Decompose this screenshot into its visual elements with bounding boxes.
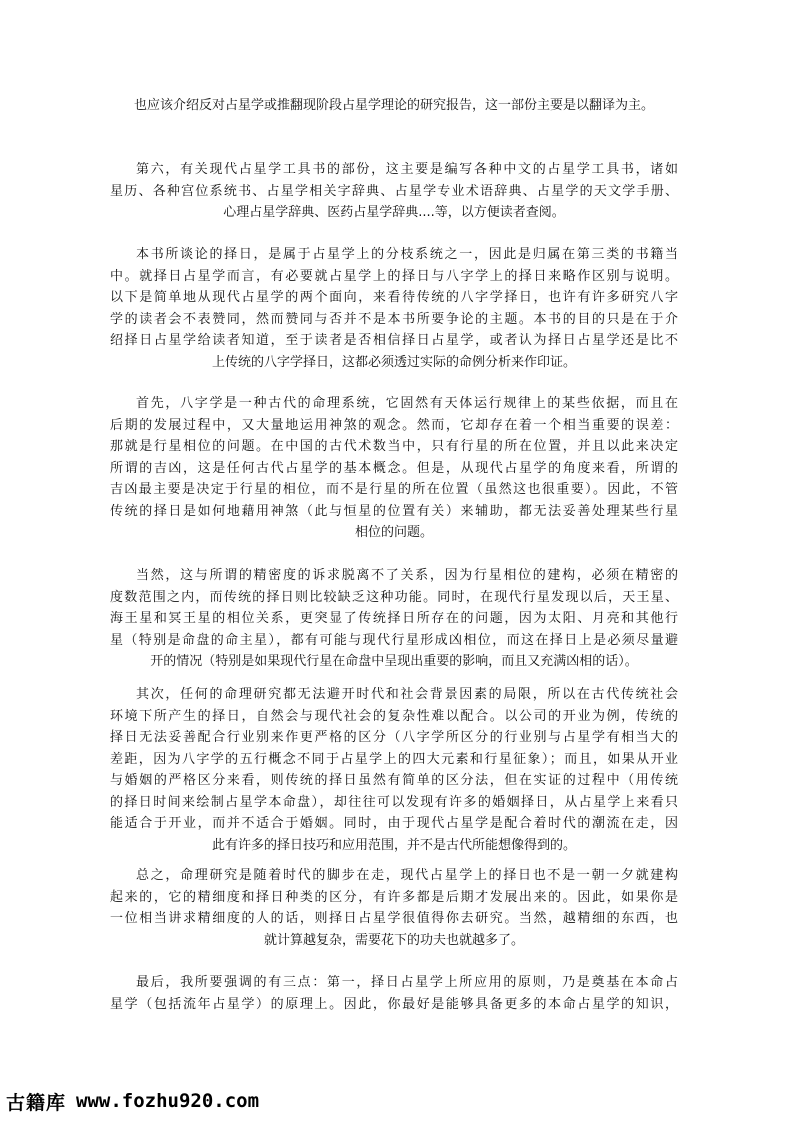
paragraph-2 [110, 159, 678, 224]
paragraph-line: 海王星和冥王星的相位关系，更突显了传统择日所存在的问题，因为太阳、月亮和其他行 [110, 611, 678, 626]
paragraph-line: 第六，有关现代占星学工具书的部份，这主要是编写各种中文的占星学工具书，诸如 [136, 162, 678, 177]
paragraph-line: 传统的择日是如何地藉用神煞（此与恒星的位置有关）来辅助，都无法妥善处理某些行星 [110, 503, 678, 519]
paragraph-line: 此有许多的择日技巧和应用范围，并不是古代所能想像得到的。 [211, 837, 576, 853]
paragraph-line: 中。就择日占星学而言，有必要就占星学上的择日与八字学上的择日来略作区别与说明。 [110, 268, 678, 284]
paragraph-line: 绍择日占星学给读者知道，至于读者是否相信择日占星学，或者认为择日占星学还是比不 [110, 333, 678, 348]
paragraph-line: 学的读者会不表赞同，然而赞同与否并不是本书所要争论的主题。本书的目的只是在于介 [110, 311, 678, 327]
footer-url: www.fozhu920.com [76, 1090, 260, 1112]
paragraph-line: 所谓的吉凶，这是任何古代占星学的基本概念。但是，从现代占星学的角度来看，所谓的 [110, 460, 678, 476]
paragraph-line: 首先，八字学是一种古代的命理系统，它固然有天体运行规律上的某些依据，而且在 [136, 396, 678, 411]
paragraph-line: 心理占星学辞典、医药占星学辞典....等，以方便读者查阅。 [223, 205, 565, 220]
paragraph-7 [110, 865, 678, 951]
paragraph-line: 就计算越复杂，需要花下的功夫也就越多了。 [263, 932, 524, 948]
paragraph-line: 择日无法妥善配合行业别来作更严格的区分（八字学所区分的行业别与占星学有相当大的 [110, 730, 678, 745]
paragraph-line: 上传统的八字学择日，这都必须透过实际的命例分析来作印证。 [211, 354, 576, 370]
paragraph-line: 星历、各种宫位系统书、占星学相关字辞典、占星学专业术语辞典、占星学的天文学手册、 [110, 183, 678, 199]
paragraph-line: 的择日时间来绘制占星学本命盘），却往往可以发现有许多的婚姻择日，从占星学上来看只 [110, 794, 678, 810]
paragraph-5 [110, 565, 678, 673]
footer-watermark [6, 1086, 259, 1116]
paragraph-line: 与婚姻的严格区分来看，则传统的择日虽然有简单的区分法，但在实证的过程中（用传统 [110, 773, 678, 788]
paragraph-line: 星（特别是命盘的命主星），都有可能与现代行星形成凶相位，而这在择日上是必须尽量避 [110, 632, 678, 648]
paragraph-line: 度数范围之内，而传统的择日则比较缺乏这种功能。同时，在现代行星发现以后，天王星、 [110, 589, 678, 605]
paragraph-3 [110, 244, 678, 373]
paragraph-line: 开的情况（特别是如果现代行星在命盘中呈现出重要的影响，而且又充满凶相的话）。 [150, 654, 638, 669]
paragraph-line: 星学（包括流年占星学）的原理上。因此，你最好是能够具备更多的本命占星学的知识， [110, 996, 678, 1012]
paragraph-4 [110, 393, 678, 544]
paragraph-line: 相位的问题。 [354, 525, 433, 540]
paragraph-line: 当然，这与所谓的精密度的诉求脱离不了关系，因为行星相位的建构，必须在精密的 [136, 568, 678, 583]
paragraph-1 [110, 95, 678, 117]
paragraph-line: 最后，我所要强调的有三点：第一，择日占星学上所应用的原则，乃是奠基在本命占 [136, 975, 678, 990]
paragraph-line: 那就是行星相位的问题。在中国的古代术数当中，只有行星的所在位置，并且以此来决定 [110, 439, 678, 454]
paragraph-line: 一位相当讲求精细度的人的话，则择日占星学很值得你去研究。当然，越精细的东西，也 [110, 911, 678, 926]
footer-brand: 古籍库 [6, 1091, 67, 1114]
paragraph-line: 后期的发展过程中，又大量地运用神煞的观念。然而，它却存在着一个相当重要的误差： [110, 417, 678, 433]
paragraph-6 [110, 684, 678, 856]
paragraph-line: 总之，命理研究是随着时代的脚步在走，现代占星学上的择日也不是一朝一夕就建构 [136, 868, 678, 883]
paragraph-line: 以下是简单地从现代占星学的两个面向，来看待传统的八字学择日，也许有许多研究八字 [110, 290, 678, 305]
paragraph-line: 吉凶最主要是决定于行星的相位，而不是行星的所在位置（虽然这也很重要）。因此，不管 [110, 482, 678, 497]
paragraph-8 [110, 972, 678, 1015]
paragraph-line: 其次，任何的命理研究都无法避开时代和社会背景因素的局限，所以在古代传统社会 [136, 687, 678, 702]
paragraph-line: 能适合于开业，而并不适合于婚姻。同时，由于现代占星学是配合着时代的潮流在走，因 [110, 816, 678, 831]
paragraph-line: 本书所谈论的择日，是属于占星学上的分枝系统之一，因此是归属在第三类的书籍当 [136, 247, 678, 262]
paragraph-line: 差距，因为八字学的五行概念不同于占星学上的四大元素和行星征象）；而且，如果从开业 [110, 751, 678, 767]
paragraph-line: 起来的，它的精细度和择日种类的区分，有许多都是后期才发展出来的。因此，如果你是 [110, 889, 678, 905]
paragraph-line: 也应该介绍反对占星学或推翻现阶段占星学理论的研究报告，这一部份主要是以翻译为主。 [133, 98, 654, 113]
paragraph-line: 环境下所产生的择日，自然会与现代社会的复杂性难以配合。以公司的开业为例，传统的 [110, 708, 678, 724]
